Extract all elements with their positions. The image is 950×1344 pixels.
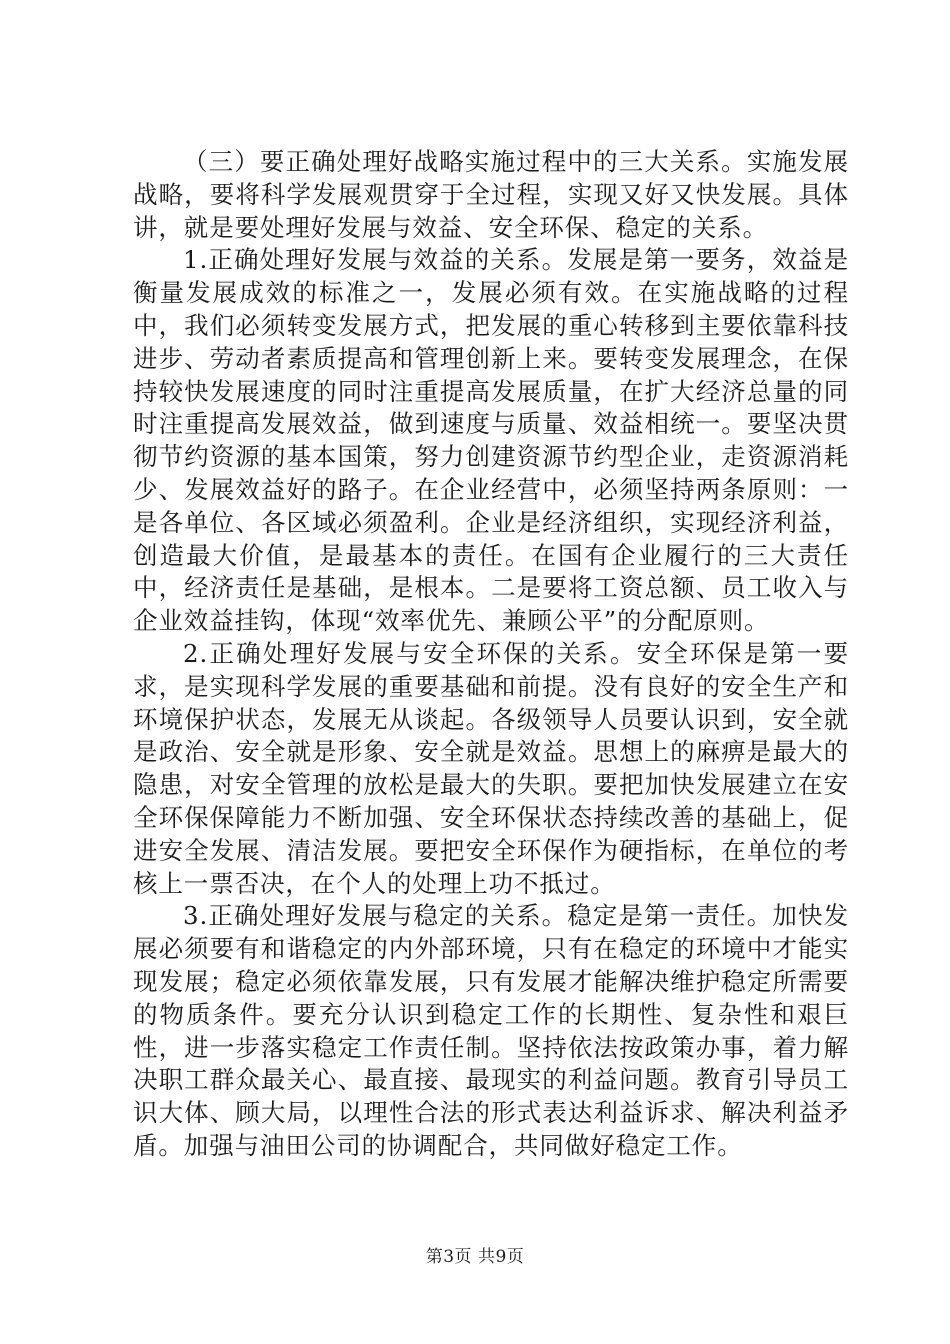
document-body <box>133 146 849 1163</box>
paragraph-safety: 2.正确处理好发展与安全环保的关系。安全环保是第一要求，是实现科学发展的重要基础和前提。没有良好的安全生产和环境保护状态，发展无从谈起。各级领导人员要认识到，安全就是政治、安全就是形象、安全就是效益。思想上的麻痹是最大的隐患，对安全管理的放松是最大的失职。要把加快发展建立在安全环保保障能力不断加强、安全环保状态持续改善的基础上，促进安全发展、清洁发展。要把安全环保作为硬指标，在单位的考核上一票否决，在个人的处理上功不抵过。 <box>133 638 849 898</box>
paragraph-intro: （三）要正确处理好战略实施过程中的三大关系。实施发展战略，要将科学发展观贯穿于全过程，实现又好又快发展。具体讲，就是要处理好发展与效益、安全环保、稳定的关系。 <box>133 147 849 242</box>
paragraph-stability: 3.正确处理好发展与稳定的关系。稳定是第一责任。加快发展必须要有和谐稳定的内外部环境，只有在稳定的环境中才能实现发展；稳定必须依靠发展，只有发展才能解决维护稳定所需要的物质条件。要充分认识到稳定工作的长期性、复杂性和艰巨性，进一步落实稳定工作责任制。坚持依法按政策办事，着力解决职工群众最关心、最直接、最现实的利益问题。教育引导员工识大体、顾大局，以理性合法的形式表达利益诉求、解决利益矛盾。加强与油田公司的协调配合，共同做好稳定工作。 <box>133 901 849 1160</box>
page-number-footer: 第3页 共9页 <box>425 1247 525 1267</box>
paragraph-efficiency: 1.正确处理好发展与效益的关系。发展是第一要务，效益是衡量发展成效的标准之一，发展必须有效。在实施战略的过程中，我们必须转变发展方式，把发展的重心转移到主要依靠科技进步、劳动者素质提高和管理创新上来。要转变发展理念，在保持较快发展速度的同时注重提高发展质量，在扩大经济总量的同时注重提高发展效益，做到速度与质量、效益相统一。要坚决贯彻节约资源的基本国策，努力创建资源节约型企业，走资源消耗少、发展效益好的路子。在企业经营中，必须坚持两条原则：一是各单位、各区域必须盈利。企业是经济组织，实现经济利益，创造最大价值，是最基本的责任。在国有企业履行的三大责任中，经济责任是基础，是根本。二是要将工资总额、员工收入与企业效益挂钩，体现“效率优先、兼顾公平”的分配原则。 <box>133 245 849 636</box>
